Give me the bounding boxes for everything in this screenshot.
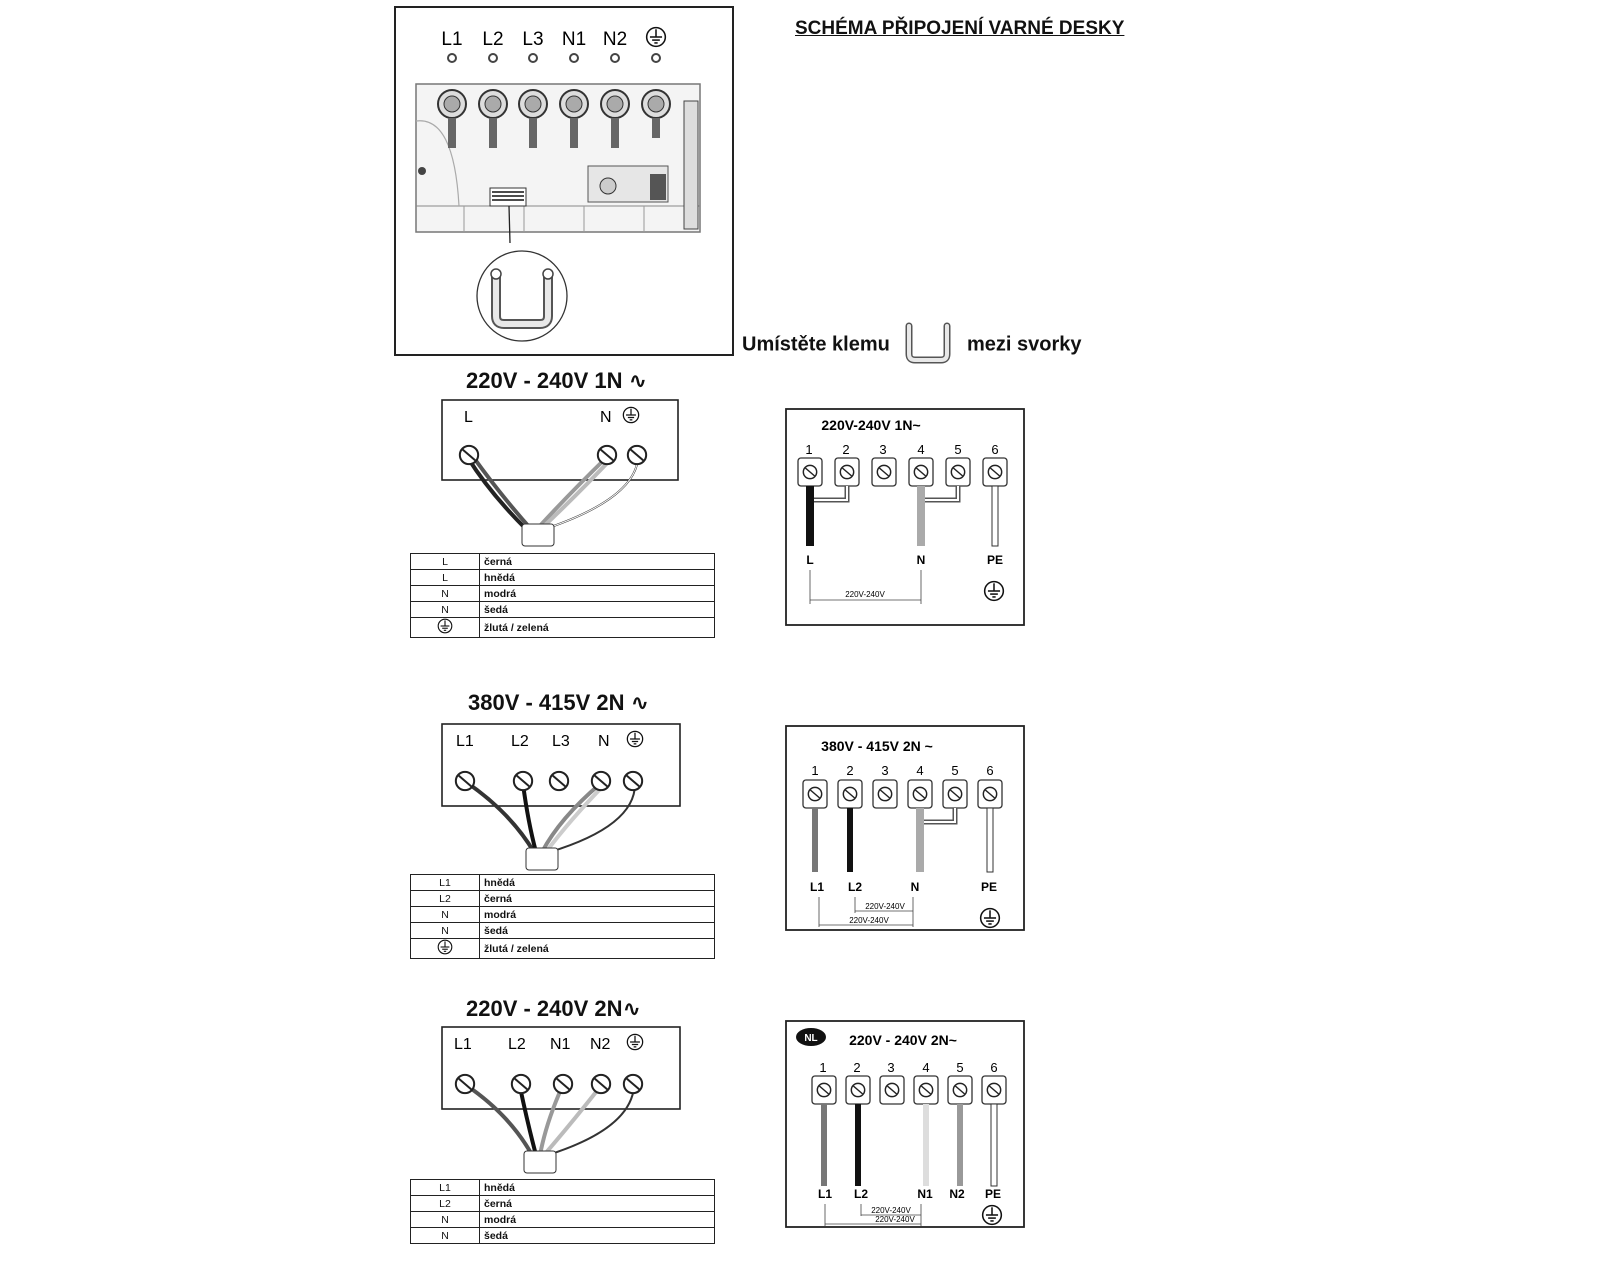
clip-instruction-before: Umístěte klemu [742, 333, 890, 356]
diagram-label: N2 [590, 1036, 611, 1053]
diagram-label: N1 [550, 1036, 571, 1053]
diagram-label: PE [980, 880, 998, 894]
wiring-schematic-2 [785, 725, 1025, 931]
terminal-block-illustration [394, 6, 734, 356]
legend-key: L1 [411, 875, 480, 891]
legend-key: N [411, 907, 480, 923]
diagram-label: L2 [511, 733, 529, 750]
diagram-label: L1 [454, 1036, 472, 1053]
legend-row [411, 586, 715, 602]
legend-row [411, 1180, 715, 1196]
color-legend-3 [410, 1179, 715, 1244]
legend-row [411, 618, 715, 638]
connection-block-1 [430, 398, 690, 548]
diagram-label: 220V-240V [871, 1206, 911, 1215]
legend-row [411, 907, 715, 923]
diagram-label: 220V - 240V 2N~ [849, 1032, 957, 1048]
legend-color: modrá [480, 907, 715, 923]
legend-row [411, 570, 715, 586]
diagram-label: 220V-240V [849, 916, 889, 925]
diagram-label: L1 [809, 880, 825, 894]
legend-row [411, 923, 715, 939]
terminal-label-l: L [806, 553, 814, 567]
block-label-l: L [464, 409, 473, 426]
ac-tilde-icon: ∿ [628, 368, 648, 393]
ac-tilde-icon: ∿ [622, 996, 641, 1021]
top-terminal-label-l1: L1 [441, 29, 463, 50]
section-title-3: 220V - 240V 2N∿ [466, 996, 641, 1021]
wiring-schematic-1 [785, 408, 1025, 626]
diagram-label: 2 [842, 442, 850, 457]
legend-key: N [411, 1228, 480, 1244]
terminal-label-pe: PE [986, 553, 1004, 567]
diagram-label: 1 [819, 1060, 827, 1075]
diagram-label: L2 [853, 1187, 869, 1201]
legend-key: N [411, 1212, 480, 1228]
legend-key [411, 618, 480, 638]
diagram-label: 2 [846, 763, 854, 778]
legend-row [411, 1196, 715, 1212]
diagram-label: 4 [922, 1060, 930, 1075]
top-terminal-label-n1: N1 [561, 29, 587, 50]
diagram-label: L2 [847, 880, 863, 894]
legend-color: žlutá / zelená [480, 618, 715, 638]
diagram-label: 3 [879, 442, 887, 457]
legend-key: L2 [411, 1196, 480, 1212]
legend-key: N [411, 602, 480, 618]
diagram-label: PE [984, 1187, 1002, 1201]
legend-color: hnědá [480, 1180, 715, 1196]
legend-key: L [411, 554, 480, 570]
legend-row [411, 1212, 715, 1228]
diagram-label: 5 [954, 442, 962, 457]
legend-key: N [411, 923, 480, 939]
connection-block-3 [430, 1025, 692, 1175]
diagram-label: 3 [881, 763, 889, 778]
schematic-title: 220V-240V 1N~ [821, 417, 921, 433]
legend-color: šedá [480, 1228, 715, 1244]
legend-key [411, 939, 480, 959]
diagram-label: 380V - 415V 2N ~ [821, 738, 933, 754]
top-terminal-label-n2: N2 [602, 29, 628, 50]
legend-row [411, 602, 715, 618]
block-label-n: N [600, 409, 612, 426]
diagram-label: 5 [951, 763, 959, 778]
diagram-label: N [598, 733, 610, 750]
legend-color: žlutá / zelená [480, 939, 715, 959]
legend-color: šedá [480, 923, 715, 939]
top-terminal-label-l2: L2 [482, 29, 504, 50]
diagram-label: N1 [917, 1187, 933, 1201]
diagram-label: 5 [956, 1060, 964, 1075]
terminal-label-n: N [916, 553, 926, 567]
diagram-label: 220V-240V [875, 1215, 915, 1224]
legend-key: N [411, 586, 480, 602]
diagram-label: 6 [986, 763, 994, 778]
diagram-label: 220V-240V [865, 902, 905, 911]
diagram-label: N2 [949, 1187, 965, 1201]
diagram-label: 1 [805, 442, 813, 457]
diagram-label: NL [804, 1033, 818, 1044]
legend-color: hnědá [480, 875, 715, 891]
diagram-label: N [910, 880, 920, 894]
earth-icon [437, 618, 453, 634]
legend-row [411, 891, 715, 907]
page-title: SCHÉMA PŘIPOJENÍ VARNÉ DESKY [795, 18, 1125, 39]
legend-row [411, 939, 715, 959]
color-legend-2 [410, 874, 715, 959]
diagram-label: L1 [456, 733, 474, 750]
top-terminal-label-l3: L3 [522, 29, 544, 50]
connection-block-2 [430, 722, 692, 872]
legend-color: černá [480, 891, 715, 907]
diagram-label: 4 [917, 442, 925, 457]
legend-row [411, 554, 715, 570]
legend-color: černá [480, 554, 715, 570]
clip-instruction [742, 318, 1081, 372]
diagram-label: 6 [990, 1060, 998, 1075]
clip-instruction-after: mezi svorky [966, 333, 1082, 356]
diagram-label: 4 [916, 763, 924, 778]
diagram-label: L2 [508, 1036, 526, 1053]
legend-color: modrá [480, 586, 715, 602]
legend-key: L2 [411, 891, 480, 907]
diagram-label: 6 [991, 442, 999, 457]
wiring-schematic-3 [785, 1020, 1025, 1228]
legend-key: L [411, 570, 480, 586]
section-title-2: 380V - 415V 2N ∿ [468, 690, 650, 715]
earth-icon [437, 939, 453, 955]
legend-color: hnědá [480, 570, 715, 586]
legend-color: šedá [480, 602, 715, 618]
diagram-label: 1 [811, 763, 819, 778]
diagram-label: 2 [853, 1060, 861, 1075]
diagram-label: 3 [887, 1060, 895, 1075]
diagram-label: 220V-240V [845, 590, 885, 599]
diagram-label: L1 [817, 1187, 833, 1201]
legend-color: modrá [480, 1212, 715, 1228]
jumper-clip-icon [901, 318, 955, 372]
legend-color: černá [480, 1196, 715, 1212]
legend-row [411, 875, 715, 891]
legend-row [411, 1228, 715, 1244]
section-title-1: 220V - 240V 1N ∿ [466, 368, 648, 393]
legend-key: L1 [411, 1180, 480, 1196]
diagram-label: L3 [552, 733, 570, 750]
ac-tilde-icon: ∿ [630, 690, 650, 715]
color-legend-1 [410, 553, 715, 638]
